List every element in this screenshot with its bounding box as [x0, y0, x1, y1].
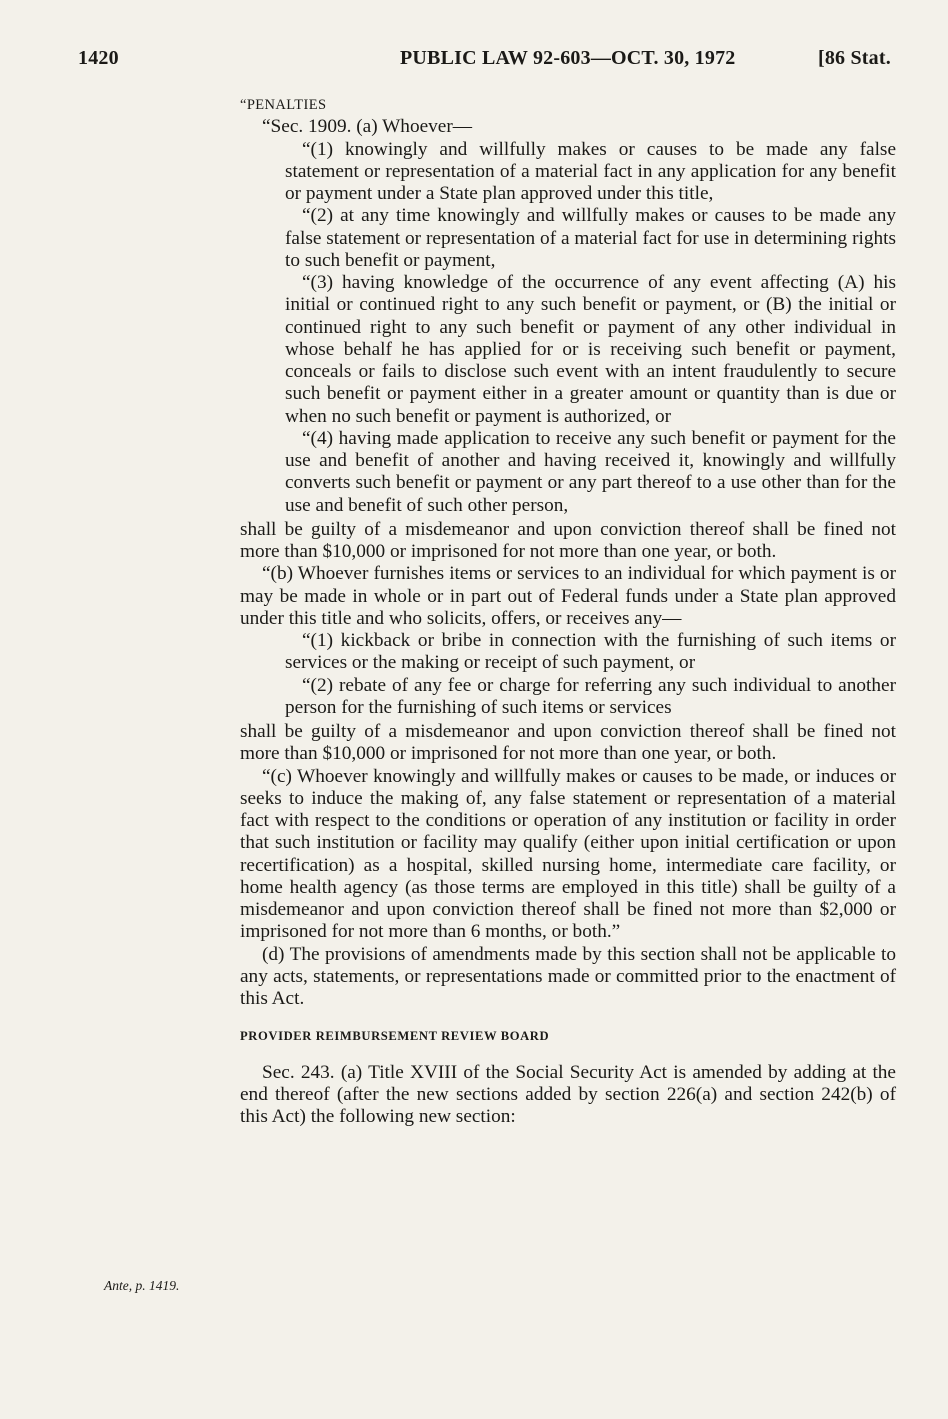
sec-1909-intro: “Sec. 1909. (a) Whoever—: [262, 116, 473, 138]
provider-board-heading: PROVIDER REIMBURSEMENT REVIEW BOARD: [240, 1029, 550, 1044]
clause-a3: “(3) having knowledge of the occurrence of any event affecting (A) his initial or continued right to any such benefit or payment, or (B) the initial or continued right to any such benefit or payment of any other individual in whose behalf he has applied for or is receiving such benefit or payment, conceals or fails to disclose such event with an intent fraudulently to secure such benefit or payment either in a greater amount or quantity than is due or when no such benefit or payment is authorized, or: [285, 272, 896, 427]
clause-b-intro: “(b) Whoever furnishes items or services to an individual for which payment is or may be made in whole or in part out of Federal funds under a State plan approved under this title and who solicits, offers, or receives any—: [240, 563, 896, 629]
sec-243: Sec. 243. (a) Title XVIII of the Social Security Act is amended by adding at the end thereof (after the new sections added by section 226(a) and section 242(b) of this Act) the following new section:: [240, 1061, 896, 1127]
clause-b2: “(2) rebate of any fee or charge for referring any such individual to another person for the furnishing of such items or services: [285, 674, 896, 718]
penalties-heading: “PENALTIES: [240, 97, 327, 113]
clause-a4: “(4) having made application to receive any such benefit or payment for the use and benefit of another and having received it, knowingly and willfully converts such benefit or payment or any part thereof to a use other than for the use and benefit of such other person,: [285, 427, 896, 516]
clause-a-conclusion: shall be guilty of a misdemeanor and upon conviction thereof shall be fined not more than $10,000 or imprisoned for not more than one year, or both.: [240, 518, 896, 562]
margin-note-ante: Ante, p. 1419.: [104, 1278, 180, 1293]
clause-c: “(c) Whoever knowingly and willfully makes or causes to be made, or induces or seeks to induce the making of, any false statement or representation of a material fact with respect to the conditions or operation of any institution or facility in order that such institution or facility may qualify (either upon initial certification or upon recertification) as a hospital, skilled nursing home, intermediate care facility, or home health agency (as those terms are employed in this title) shall be guilty of a misdemeanor and upon conviction thereof shall be fined not more than $2,000 or imprisoned for not more than 6 months, or both.”: [240, 765, 896, 943]
clause-b-conclusion: shall be guilty of a misdemeanor and upon conviction thereof shall be fined not more than $10,000 or imprisoned for not more than one year, or both.: [240, 721, 896, 765]
running-title: PUBLIC LAW 92-603—OCT. 30, 1972: [400, 47, 736, 69]
clause-a2: “(2) at any time knowingly and willfully makes or causes to be made any false statement or representation of a material fact for use in determining rights to such benefit or payment,: [285, 205, 896, 271]
clause-a1: “(1) knowingly and willfully makes or causes to be made any false statement or representation of a material fact in any application for any benefit or payment under a State plan approved under this title,: [285, 138, 896, 204]
document-body: [240, 94, 896, 1128]
clause-b1: “(1) kickback or bribe in connection with the furnishing of such items or services or the making or receipt of such payment, or: [285, 630, 896, 674]
statute-reference: [86 Stat.: [818, 47, 891, 69]
page-number: 1420: [78, 47, 119, 69]
clause-d: (d) The provisions of amendments made by this section shall not be applicable to any acts, statements, or representations made or committed prior to the enactment of this Act.: [240, 943, 896, 1009]
